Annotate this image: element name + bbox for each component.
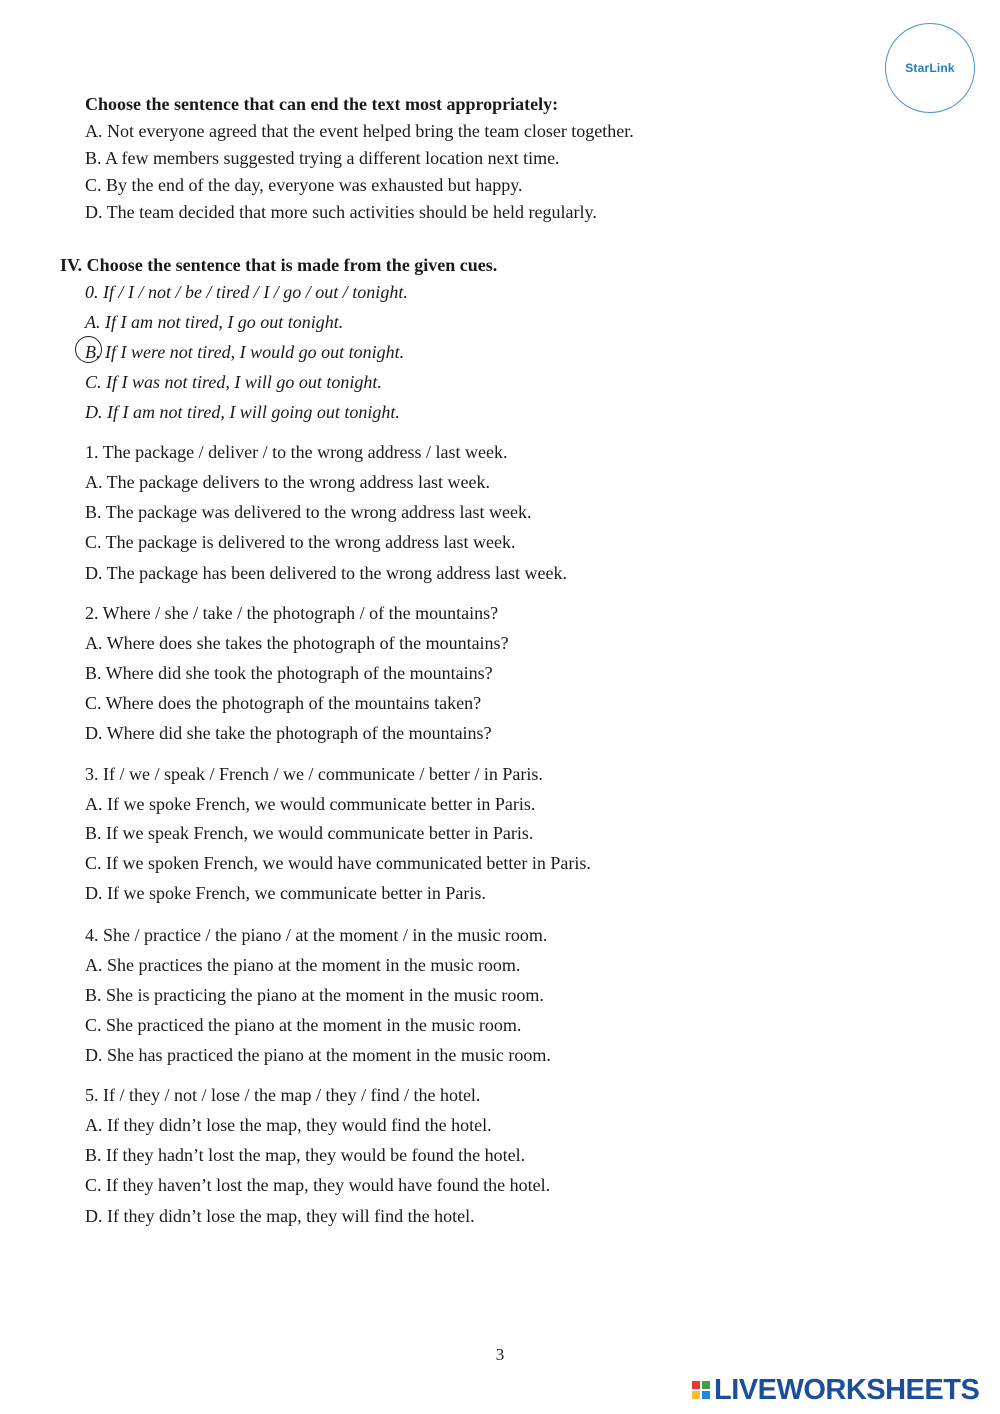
ending-prompt: Choose the sentence that can end the text most appropriately: <box>85 94 559 114</box>
question-4-option-a[interactable]: A. She practices the piano at the moment in the music room. <box>85 955 521 975</box>
example-option-b: B. If I were not tired, I would go out tonight. <box>85 342 405 362</box>
ending-option-d[interactable]: D. The team decided that more such activities should be held regularly. <box>85 202 597 222</box>
question-1-cue: 1. The package / deliver / to the wrong address / last week. <box>85 442 508 462</box>
brand-text: LIVEWORKSHEETS <box>714 1373 980 1406</box>
question-4-option-b[interactable]: B. She is practicing the piano at the moment in the music room. <box>85 985 544 1005</box>
question-4-option-c[interactable]: C. She practiced the piano at the moment in the music room. <box>85 1015 522 1035</box>
question-3-option-d[interactable]: D. If we spoke French, we communicate better in Paris. <box>85 883 486 903</box>
brand-mark-icon <box>692 1381 710 1399</box>
logo-text: StarLink <box>905 61 955 75</box>
example-option-c: C. If I was not tired, I will go out tonight. <box>85 372 382 392</box>
question-3-cue: 3. If / we / speak / French / we / communicate / better / in Paris. <box>85 764 543 784</box>
question-1-option-a[interactable]: A. The package delivers to the wrong address last week. <box>85 472 491 492</box>
question-2-option-d[interactable]: D. Where did she take the photograph of the mountains? <box>85 723 492 743</box>
question-1-option-b[interactable]: B. The package was delivered to the wrong address last week. <box>85 502 532 522</box>
example-option-a: A. If I am not tired, I go out tonight. <box>85 312 344 332</box>
ending-option-c[interactable]: C. By the end of the day, everyone was exhausted but happy. <box>85 175 523 195</box>
example-cue: 0. If / I / not / be / tired / I / go / out / tonight. <box>85 282 408 302</box>
page-number: 3 <box>495 1345 505 1364</box>
question-5-option-b[interactable]: B. If they hadn’t lost the map, they would be found the hotel. <box>85 1145 526 1165</box>
ending-option-b[interactable]: B. A few members suggested trying a different location next time. <box>85 148 560 168</box>
question-1-option-d[interactable]: D. The package has been delivered to the wrong address last week. <box>85 563 567 583</box>
question-2-cue: 2. Where / she / take / the photograph / of the mountains? <box>85 603 499 623</box>
question-2-option-b[interactable]: B. Where did she took the photograph of the mountains? <box>85 663 493 683</box>
question-5-option-a[interactable]: A. If they didn’t lose the map, they would find the hotel. <box>85 1115 492 1135</box>
starlink-logo <box>885 23 975 113</box>
question-4-cue: 4. She / practice / the piano / at the moment / in the music room. <box>85 925 548 945</box>
question-2-option-c[interactable]: C. Where does the photograph of the mountains taken? <box>85 693 482 713</box>
question-4-option-d[interactable]: D. She has practiced the piano at the moment in the music room. <box>85 1045 551 1065</box>
question-5-option-d[interactable]: D. If they didn’t lose the map, they will find the hotel. <box>85 1206 475 1226</box>
liveworksheets-logo <box>692 1375 979 1405</box>
question-5-cue: 5. If / they / not / lose / the map / they / find / the hotel. <box>85 1085 481 1105</box>
example-option-d: D. If I am not tired, I will going out tonight. <box>85 402 400 422</box>
question-3-option-c[interactable]: C. If we spoken French, we would have communicated better in Paris. <box>85 853 591 873</box>
question-5-option-c[interactable]: C. If they haven’t lost the map, they would have found the hotel. <box>85 1175 551 1195</box>
ending-option-a[interactable]: A. Not everyone agreed that the event helped bring the team closer together. <box>85 121 634 141</box>
question-3-option-b[interactable]: B. If we speak French, we would communicate better in Paris. <box>85 823 534 843</box>
question-3-option-a[interactable]: A. If we spoke French, we would communicate better in Paris. <box>85 794 536 814</box>
question-2-option-a[interactable]: A. Where does she takes the photograph of the mountains? <box>85 633 509 653</box>
section-heading: IV. Choose the sentence that is made from the given cues. <box>60 255 498 275</box>
question-1-option-c[interactable]: C. The package is delivered to the wrong address last week. <box>85 532 516 552</box>
